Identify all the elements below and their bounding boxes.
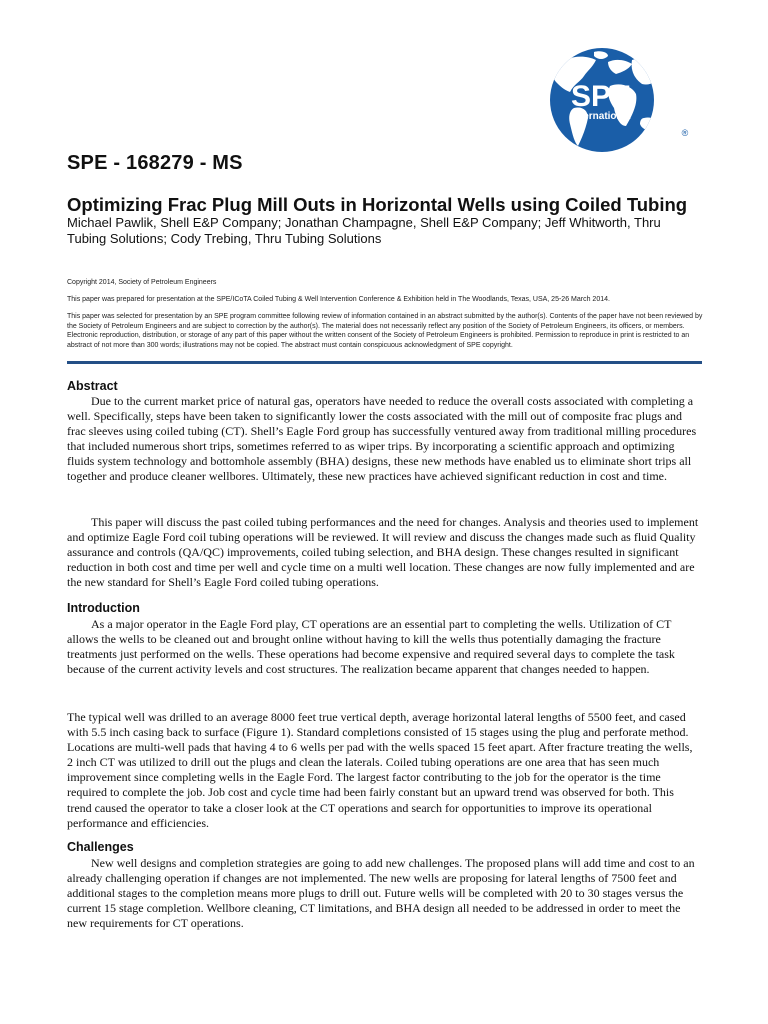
introduction-paragraph-1: As a major operator in the Eagle Ford play, CT operations are an essential part to completing the wells. Utilization of CT allows the wells to be cleaned out and brought online without having to kill the wells thus potentially damaging the fracture treatments just performed on the wells. These operations had become expensive and required several days to complete the task because of the current activity levels and cost structures. The realization became apparent that changes needed to happen.	[67, 617, 675, 677]
selection-notice: This paper was selected for presentation by an SPE program committee following review of information contained in an abstract submitted by the author(s). Contents of the paper have not been reviewed by the Society of Petroleum Engineers and are subject to correction by the author(s). The material does not necessarily reflect any position of the Society of Petroleum Engineers, its officers, or members. Electronic reproduction, distribution, or storage of any part of this paper without the written consent of the Society of Petroleum Engineers is prohibited. Permission to reproduce in print is restricted to an abstract of not more than 300 words; illustrations may not be copied. The abstract must contain conspicuous acknowledgment of SPE copyright.	[67, 313, 703, 349]
introduction-heading: Introduction	[67, 601, 140, 615]
section-divider	[67, 361, 702, 364]
paper-title: Optimizing Frac Plug Mill Outs in Horizontal Wells using Coiled Tubing	[67, 194, 688, 215]
abstract-heading: Abstract	[67, 379, 118, 393]
logo-text-international: International	[570, 111, 632, 122]
challenges-paragraph-1: New well designs and completion strategies are going to add new challenges. The proposed plans will add time and cost to an already challenging operation if changes are not implemented. The new wells are proposing for lateral lengths of 7500 feet and additional stages to the completion means more plugs to drill out. Future wells will be completed with 20 to 30 stages versus the current 15 stage completion. Wellbore cleaning, CT limitations, and BHA design all needed to be addressed in order to meet the new requirements for CT operations.	[67, 856, 695, 931]
spe-international-logo	[504, 46, 700, 154]
logo-text-spe: SPE	[570, 80, 632, 113]
paper-id: SPE - 168279 - MS	[67, 152, 243, 174]
abstract-paragraph-1: Due to the current market price of natural gas, operators have needed to reduce the overall costs associated with completing a well. Specifically, steps have been taken to significantly lower the costs associated with the mill out of composite frac plugs and frac sleeves using coiled tubing (CT). Shell’s Eagle Ford group has successfully ventured away from traditional milling procedures that included numerous short trips, sometimes referred to as wiper trips. By incorporating a scientific approach and optimizing fluids system technology and bottomhole assembly (BHA) designs, these new methods have enabled us to eliminate short trips all together and produce cleaner wellbores. Ultimately, these new practices have achieved significant reduction in cost and time.	[67, 394, 697, 484]
challenges-heading: Challenges	[67, 840, 134, 854]
copyright-notice: Copyright 2014, Society of Petroleum Engineers	[67, 279, 217, 286]
author-list: Michael Pawlik, Shell E&P Company; Jonathan Champagne, Shell E&P Company; Jeff Whitworth, Thru Tubing Solutions; Cody Trebing, Thru Tubing Solutions	[67, 215, 661, 246]
introduction-paragraph-2: The typical well was drilled to an average 8000 feet true vertical depth, average horizontal lateral lengths of 5500 feet, and cased with 5.5 inch casing back to surface (Figure 1). Standard completions consisted of 15 stages using the plug and perforate method. Locations are multi-well pads that having 4 to 6 wells per pad with the wells spaced 15 feet apart. After fracture treating the wells, 2 inch CT was utilized to drill out the plugs and clean the laterals. Coiled tubing operations are one area that has seen much improvement since completing wells in the Eagle Ford. The largest factor contributing to the job for the operator is the time required to complete the job. Job cost and cycle time had been fairly constant but an upward trend was observed for both. This trend caused the operator to take a closer look at the CT operations and search for opportunities to improve its operational performance and efficiencies.	[67, 710, 693, 830]
abstract-paragraph-2: This paper will discuss the past coiled tubing performances and the need for changes. Analysis and theories used to implement and optimize Eagle Ford coil tubing operations will be reviewed. It will review and discuss the changes made such as fluid Quality assurance and controls (QA/QC) improvements, coiled tubing selection, and BHA design. These changes resulted in significant reduction in both cost and time per well and cycle time on a multi well location. These changes are now fully implemented and are the new standard for Shell’s Eagle Ford coiled tubing operations.	[67, 515, 699, 590]
logo-registered-mark: ®	[681, 128, 689, 138]
presentation-notice: This paper was prepared for presentation at the SPE/ICoTA Coiled Tubing & Well Intervention Conference & Exhibition held in The Woodlands, Texas, USA, 25-26 March 2014.	[67, 296, 610, 303]
